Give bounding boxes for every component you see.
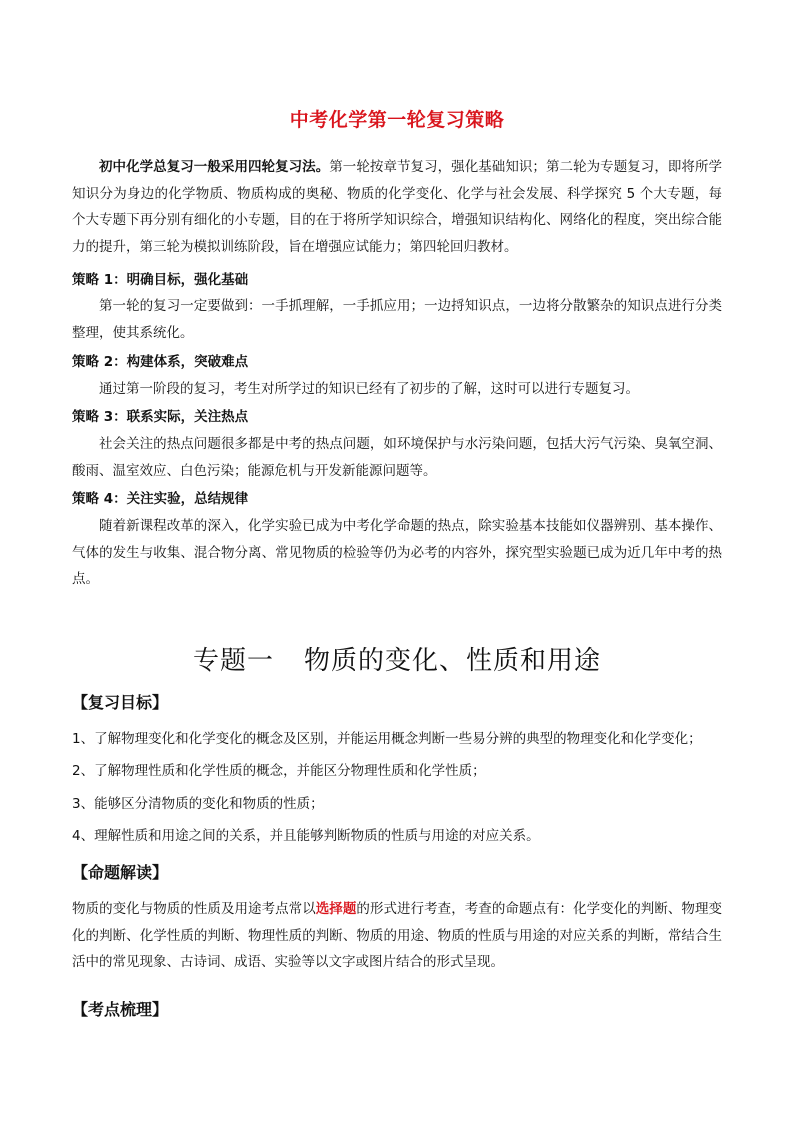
- interpretation-text-pre: 物质的变化与物质的性质及用途考点常以: [72, 901, 316, 917]
- strategy-2-body: 通过第一阶段的复习，考生对所学过的知识已经有了初步的了解，这时可以进行专题复习。: [99, 381, 639, 397]
- strategy-3-body: 社会关注的热点问题很多都是中考的热点问题，如环境保护与水污染问题，包括大污气污染、臭氧空洞、酸雨、温室效应、白色污染；能源危机与开发新能源问题等。: [72, 436, 722, 479]
- strategy-1-heading: 策略 1：明确目标，强化基础: [72, 272, 249, 288]
- review-goal-item: 1、了解物理变化和化学变化的概念及区别，并能运用概念判断一些易分辨的典型的物理变化和化学变化；: [72, 731, 702, 747]
- interpretation-paragraph: [72, 896, 722, 976]
- exam-points-heading: 【考点梳理】: [72, 1000, 169, 1019]
- strategy-4-body: 随着新课程改革的深入，化学实验已成为中考化学命题的热点，除实验基本技能如仪器辨别、基本操作、气体的发生与收集、混合物分离、常见物质的检验等仍为必考的内容外，探究型实验题已成为近几年中考的热点。: [72, 518, 722, 587]
- interpretation-text-post: 的形式进行考查，考查的命题点有：化学变化的判断、物理变化的判断、化学性质的判断、物理性质的判断、物质的用途、物质的性质与用途的对应关系的判断，常结合生活中的常见现象、古诗词、成语、实验等以文字或图片结合的形式呈现。: [72, 901, 723, 970]
- review-goal-item: 4、理解性质和用途之间的关系，并且能够判断物质的性质与用途的对应关系。: [72, 828, 540, 844]
- topic-title: [0, 640, 794, 677]
- interpretation-highlight: 选择题: [315, 901, 357, 917]
- topic-name: 物质的变化、性质和用途: [304, 646, 602, 676]
- document-title: 中考化学第一轮复习策略: [289, 109, 505, 131]
- strategy-2-heading: 策略 2：构建体系，突破难点: [72, 354, 249, 370]
- intro-text: 第一轮按章节复习，强化基础知识；第二轮为专题复习，即将所学知识分为身边的化学物质、物质构成的奥秘、物质的化学变化、化学与社会发展、科学探究 5 个大专题，每个大专题下再分别有细化的小专题，目的在于将所学知识综合，增强知识结构化、网络化的程度，突出综合能力的提升，第三轮为模拟训练阶段，旨在增强应试能力；第四轮回归教材。: [72, 159, 723, 255]
- review-goal-item: 2、了解物理性质和化学性质的概念，并能区分物理性质和化学性质；: [72, 763, 486, 779]
- strategy-1-body: 第一轮的复习一定要做到：一手抓理解，一手抓应用；一边捋知识点，一边将分散繁杂的知识点进行分类整理，使其系统化。: [72, 298, 722, 341]
- intro-paragraph: [72, 154, 722, 260]
- intro-bold-lead: 初中化学总复习一般采用四轮复习法。: [99, 159, 330, 175]
- review-goals-heading: 【复习目标】: [72, 693, 169, 712]
- topic-number: 专题一: [192, 646, 274, 676]
- strategy-3-heading: 策略 3：联系实际，关注热点: [72, 409, 249, 425]
- interpretation-heading: 【命题解读】: [72, 863, 169, 882]
- strategy-4-heading: 策略 4：关注实验，总结规律: [72, 491, 249, 507]
- review-goal-item: 3、能够区分清物质的变化和物质的性质；: [72, 796, 324, 812]
